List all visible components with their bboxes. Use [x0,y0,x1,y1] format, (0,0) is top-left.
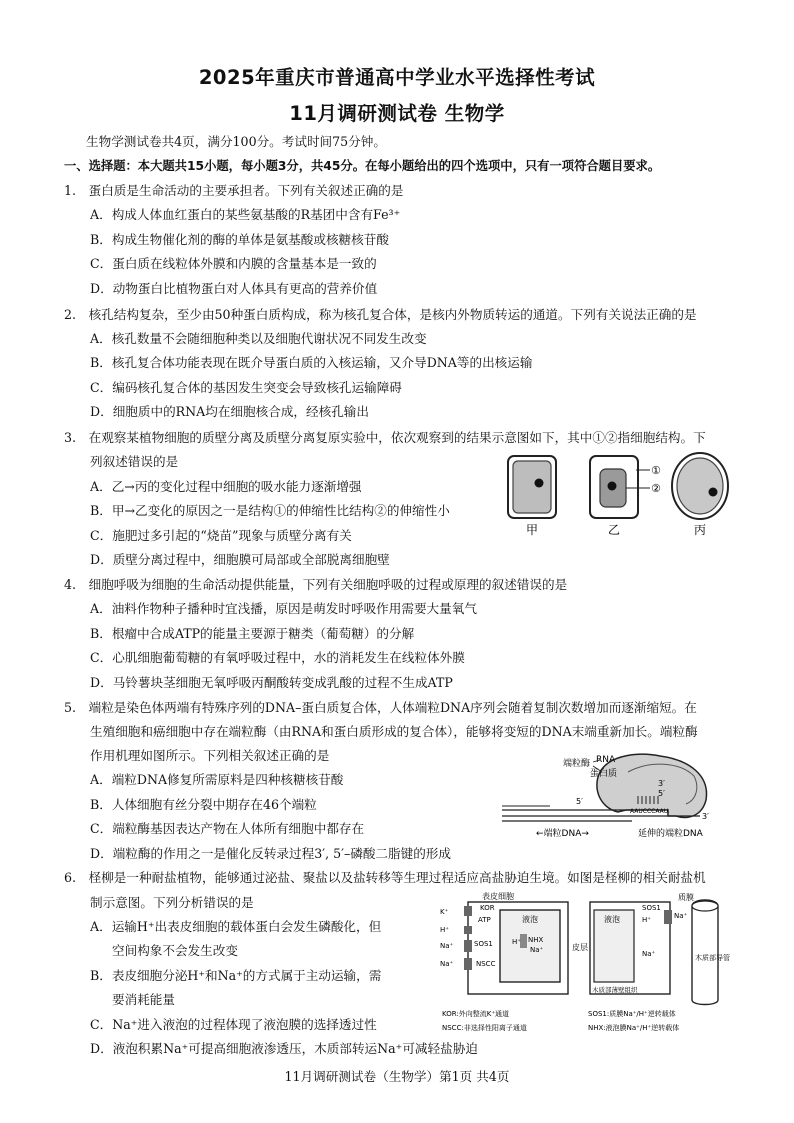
legend-nhx: NHX:液泡膜Na⁺/H⁺逆转载体 [588,1024,680,1032]
prime-5-left: 5′ [576,797,583,806]
q4-option-d: D．马铃薯块茎细胞无氧呼吸丙酮酸转变成乳酸的过程不生成ATP [90,675,453,690]
label-jia: 甲 [526,523,539,537]
exam-title: 2025年重庆市普通高中学业水平选择性考试 [198,66,596,89]
q2-option-d: D．细胞质中的RNA均在细胞核合成，经核孔输出 [90,404,369,419]
q6-option-a-cont: 空间构象不会发生改变 [112,943,238,958]
q5-option-b: B．人体细胞有丝分裂中期存在46个端粒 [90,797,317,812]
q2-option-a: A．核孔数量不会随细胞种类以及细胞代谢状况不同发生改变 [90,331,427,346]
legend-kor: KOR:外向整流K⁺通道 [442,1010,510,1018]
marker-2: ② [651,482,661,495]
cortex-label: 皮层 [572,943,588,952]
q6-option-b: B．表皮细胞分泌H⁺和Na⁺的方式属于主动运输，需 [90,968,382,983]
q6-option-c: C．Na⁺进入液泡的过程体现了液泡膜的选择透过性 [90,1017,377,1032]
marker-1: ① [651,464,661,477]
section-heading: 一、选择题：本大题共15小题，每小题3分，共45分。在每小题给出的四个选项中，只有一项符合题目要求。 [64,159,661,173]
q5-stem-cont1: 生殖细胞和癌细胞中存在端粒酶（由RNA和蛋白质形成的复合体），能够将变短的DNA末端重新加长。端粒酶 [90,724,698,739]
label-yi: 乙 [608,523,621,537]
q4-option-c: C．心肌细胞葡萄糖的有氧呼吸过程中，水的消耗发生在线粒体外膜 [90,650,465,665]
prime-5-top: 5′ [658,789,665,798]
q1-option-b: B．构成生物催化剂的酶的单体是氨基酸或核糖核苷酸 [90,232,389,247]
na-xylem-label: Na⁺ [674,912,688,920]
q2-option-b: B．核孔复合体功能表现在既介导蛋白质的入核运输，又介导DNA等的出核运输 [90,355,533,370]
q2-stem: 2. 核孔结构复杂，至少由50种蛋白质构成，称为核孔复合体，是核内外物质转运的通道。下列有关说法正确的是 [64,307,697,322]
q3-option-d: D．质壁分离过程中，细胞膜可局部或全部脱离细胞壁 [90,552,390,567]
cell-yi [590,456,661,518]
cell-bing [672,453,728,519]
legend-sos1: SOS1:质膜Na⁺/H⁺逆转载体 [588,1010,676,1018]
q4-option-b: B．根瘤中合成ATP的能量主要源于糖类（葡萄糖）的分解 [90,626,415,641]
page-footer: 11月调研测试卷（生物学）第1页 共4页 [284,1069,510,1084]
q1-option-a: A．构成人体血红蛋白的某些氨基酸的R基团中含有Fe³⁺ [90,207,401,222]
prime-3-right: 3′ [702,812,709,821]
cell-jia [508,456,556,518]
sos1-label-2: SOS1 [642,904,661,912]
q3-stem-cont: 列叙述错误的是 [90,454,179,469]
q5-stem-cont2: 作用机理如图所示。下列相关叙述正确的是 [90,748,330,763]
atp-label: ATP [478,916,491,924]
rna-label: RNA [596,755,616,765]
prime-3-top: 3′ [658,779,665,788]
label-bing: 丙 [694,523,707,537]
q5-option-c: C．端粒酶基因表达产物在人体所有细胞中都存在 [90,821,365,836]
kor-label: KOR [480,904,495,912]
q5-stem: 5. 端粒是染色体两端有特殊序列的DNA–蛋白质复合体，人体端粒DNA序列会随着复制次数增加而逐渐缩短。在 [64,700,697,715]
vacuole-label-2: 液泡 [604,915,620,924]
exam-subtitle: 11月调研测试卷 生物学 [289,102,505,125]
q6-option-a: A．运输H⁺出表皮细胞的载体蛋白会发生磷酸化，但 [90,919,382,934]
q3-stem: 3. 在观察某植物细胞的质壁分离及质壁分离复原实验中，依次观察到的结果示意图如下，其中①②指细胞结构。下 [64,430,706,445]
epidermal-cell-label: 表皮细胞 [482,892,514,901]
q6-figure-salt-tolerance [438,888,738,1044]
xylem-vessel-label: 木质部导管 [695,954,730,962]
q5-option-a: A．端粒DNA修复所需原料是四种核糖核苷酸 [90,772,344,787]
h-label-nhx: H⁺ [512,938,521,946]
enzyme-label: 端粒酶 [563,759,591,769]
k-label: K⁺ [440,908,449,916]
rna-sequence: AAUCCCAAU [630,808,669,815]
q6-option-b-cont: 要消耗能量 [112,992,175,1007]
h-label-2: H⁺ [642,916,651,924]
q6-stem: 6. 柽柳是一种耐盐植物，能够通过泌盐、聚盐以及盐转移等生理过程适应高盐胁迫生境。如图是柽柳的相关耐盐机 [64,870,706,885]
q2-option-c: C．编码核孔复合体的基因发生突变会导致核孔运输障碍 [90,380,402,395]
h-label: H⁺ [440,926,449,934]
vacuole-label-1: 液泡 [522,915,538,924]
xylem-parenchyma-label: 木质部薄壁组织 [592,986,638,994]
nscc-label: NSCC [476,960,496,968]
q3-option-b: B．甲→乙变化的原因之一是结构①的伸缩性比结构②的伸缩性小 [90,503,450,518]
q6-option-d: D．液泡积累Na⁺可提高细胞液渗透压，木质部转运Na⁺可减轻盐胁迫 [90,1041,478,1056]
q4-stem: 4. 细胞呼吸为细胞的生命活动提供能量，下列有关细胞呼吸的过程或原理的叙述错误的是 [64,577,568,592]
na-in-label: Na⁺ [440,960,454,968]
protein-label: 蛋白质 [590,769,618,779]
q1-stem: 1. 蛋白质是生命活动的主要承担者。下列有关叙述正确的是 [64,183,404,198]
telomere-dna-label: ←端粒DNA→ [536,829,589,839]
q5-figure-telomerase [500,750,722,842]
extended-dna-label: 延伸的端粒DNA [638,829,703,839]
na-cortex-label: Na⁺ [642,950,656,958]
intro-text: 生物学测试卷共4页，满分100分。考试时间75分钟。 [86,134,386,149]
q3-option-a: A．乙→丙的变化过程中细胞的吸水能力逐渐增强 [90,479,362,494]
na-inner: Na⁺ [530,946,544,954]
q4-option-a: A．油料作物种子播种时宜浅播，原因是萌发时呼吸作用需要大量氧气 [90,601,477,616]
sos1-label: SOS1 [474,940,493,948]
na-out-label: Na⁺ [440,942,454,950]
q3-figure-plasmolysis [500,450,740,542]
q3-option-c: C．施肥过多引起的“烧苗”现象与质壁分离有关 [90,528,352,543]
nhx-label: NHX [528,936,544,944]
q6-stem-cont: 制示意图。下列分析错误的是 [90,895,254,910]
q1-option-c: C．蛋白质在线粒体外膜和内膜的含量基本是一致的 [90,256,377,271]
plasma-membrane-label: 质膜 [678,893,694,902]
q5-option-d: D．端粒酶的作用之一是催化反转录过程3′, 5′–磷酸二脂键的形成 [90,846,451,861]
legend-nscc: NSCC:非选择性阳离子通道 [442,1024,527,1032]
q1-option-d: D．动物蛋白比植物蛋白对人体具有更高的营养价值 [90,281,378,296]
